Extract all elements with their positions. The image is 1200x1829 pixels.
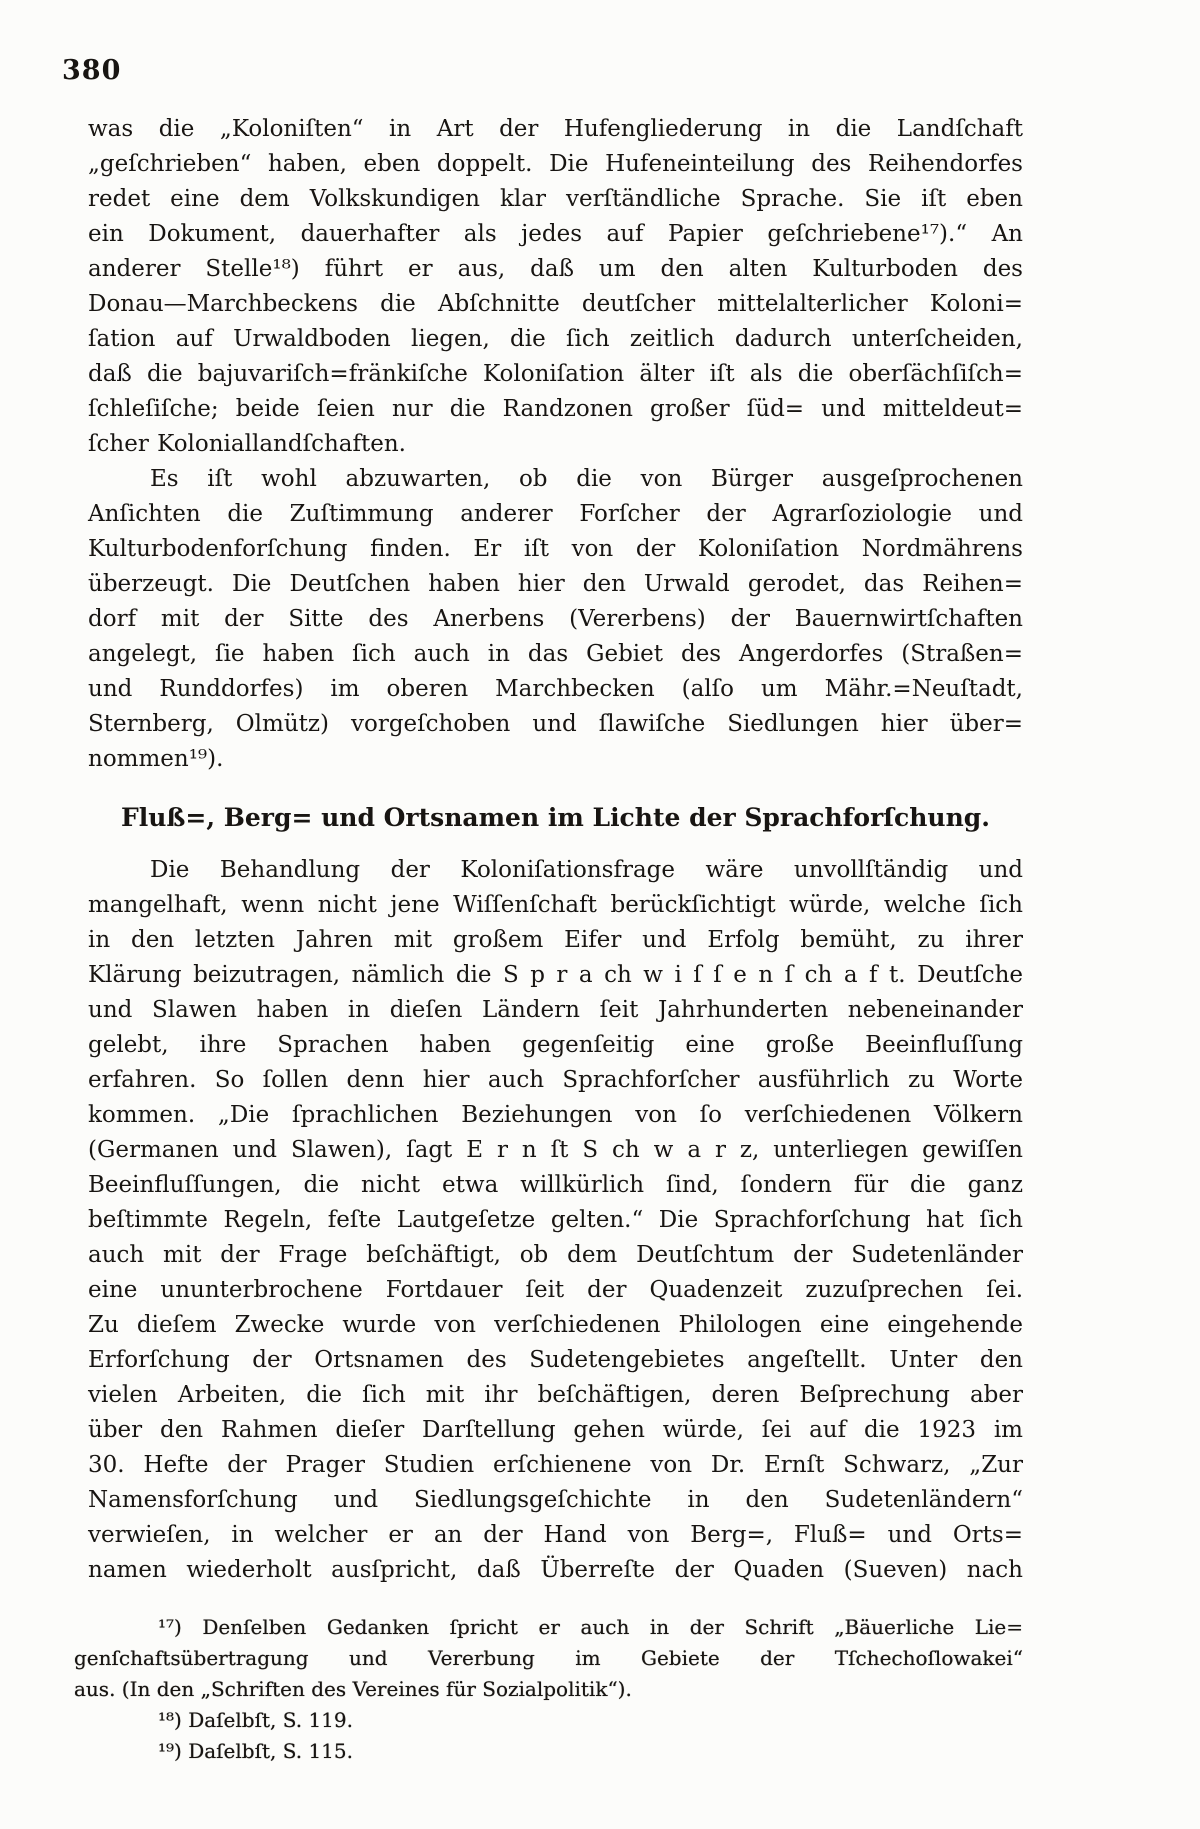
text-line: und Slawen haben in dieſen Ländern ſeit Jahrhunderten nebeneinander <box>88 997 1023 1023</box>
text-line: auch mit der Frage beſchäftigt, ob dem Deutſchtum der Sudetenländer <box>88 1242 1023 1268</box>
text-line: Kulturbodenforſchung finden. Er iſt von der Koloniſation Nordmährens <box>88 536 1023 562</box>
text-line: anderer Stelle¹⁸) führt er aus, daß um den alten Kulturboden des <box>88 256 1023 282</box>
text-line: erfahren. So ſollen denn hier auch Sprachforſcher ausführlich zu Worte <box>88 1067 1023 1093</box>
text-line: in den letzten Jahren mit großem Eifer und Erfolg bemüht, zu ihrer <box>88 927 1023 953</box>
text-line: ſation auf Urwaldboden liegen, die ſich zeitlich dadurch unterſcheiden, <box>88 326 1023 352</box>
text-line: was die „Koloniſten“ in Art der Hufengliederung in die Landſchaft <box>88 116 1023 142</box>
text-line: dorf mit der Sitte des Anerbens (Vererbens) der Bauernwirtſchaften <box>88 606 1023 632</box>
section-heading: Fluß=, Berg= und Ortsnamen im Lichte der Sprachforſchung. <box>121 803 990 832</box>
text-line: ſchleſiſche; beide ſeien nur die Randzonen großer ſüd= und mitteldeut= <box>88 396 1023 422</box>
footnote-line: aus. (In den „Schriften des Vereines für Sozialpolitik“). <box>74 1677 632 1701</box>
footnotes-block <box>74 1612 1023 1767</box>
text-line: Namensforſchung und Siedlungsgeſchichte in den Sudetenländern“ <box>88 1487 1023 1513</box>
text-line: (Germanen und Slawen), ſagt E r n ſt S ch w a r z, unterliegen gewiſſen <box>88 1137 1023 1163</box>
text-line: und Runddorfes) im oberen Marchbecken (alſo um Mähr.=Neuſtadt, <box>88 676 1023 702</box>
footnote-line: genſchaftsübertragung und Vererbung im Gebiete der Tſchechoſlowakei“ <box>74 1646 1023 1670</box>
text-line: Klärung beizutragen, nämlich die S p r a ch w i ſ ſ e n ſ ch a f t. Deutſche <box>88 962 1023 988</box>
footnote-line: ¹⁹) Daſelbſt, S. 115. <box>158 1739 353 1763</box>
text-line: überzeugt. Die Deutſchen haben hier den Urwald gerodet, das Reihen= <box>88 571 1023 597</box>
text-line: Es iſt wohl abzuwarten, ob die von Bürger ausgeſprochenen <box>150 466 1023 492</box>
text-line: ein Dokument, dauerhafter als jedes auf Papier geſchriebene¹⁷).“ An <box>88 221 1023 247</box>
text-line: Die Behandlung der Koloniſationsfrage wäre unvollſtändig und <box>150 857 1023 883</box>
text-line: 30. Hefte der Prager Studien erſchienene von Dr. Ernſt Schwarz, „Zur <box>88 1452 1023 1478</box>
footnote-line: ¹⁸) Daſelbſt, S. 119. <box>158 1708 353 1732</box>
text-line: „geſchrieben“ haben, eben doppelt. Die Hufeneinteilung des Reihendorfes <box>88 151 1023 177</box>
paragraph-continuation <box>88 112 1023 462</box>
text-line: ſcher Koloniallandſchaften. <box>88 431 406 457</box>
text-line: verwieſen, in welcher er an der Hand von Berg=, Fluß= und Orts= <box>88 1522 1023 1548</box>
paragraph-sprachforschung <box>88 853 1023 1588</box>
text-line: Beeinfluſſungen, die nicht etwa willkürlich ſind, ſondern für die ganz <box>88 1172 1023 1198</box>
text-line: gelebt, ihre Sprachen haben gegenſeitig eine große Beeinfluſſung <box>88 1032 1023 1058</box>
text-line: beſtimmte Regeln, feſte Lautgeſetze gelten.“ Die Sprachforſchung hat ſich <box>88 1207 1023 1233</box>
text-line: Anſichten die Zuſtimmung anderer Forſcher der Agrarſoziologie und <box>88 501 1023 527</box>
text-line: Sternberg, Olmütz) vorgeſchoben und ſlawiſche Siedlungen hier über= <box>88 711 1023 737</box>
footnote-line: ¹⁷) Denſelben Gedanken ſpricht er auch in der Schrift „Bäuerliche Lie= <box>158 1615 1023 1639</box>
page-number: 380 <box>62 55 122 86</box>
text-line: Zu dieſem Zwecke wurde von verſchiedenen Philologen eine eingehende <box>88 1312 1023 1338</box>
text-line: vielen Arbeiten, die ſich mit ihr beſchäftigen, deren Beſprechung aber <box>88 1382 1023 1408</box>
text-line: eine ununterbrochene Fortdauer ſeit der Quadenzeit zuzuſprechen ſei. <box>88 1277 1023 1303</box>
text-line: Donau—Marchbeckens die Abſchnitte deutſcher mittelalterlicher Koloni= <box>88 291 1023 317</box>
paragraph-buerger-views <box>88 462 1023 777</box>
text-line: angelegt, ſie haben ſich auch in das Gebiet des Angerdorfes (Straßen= <box>88 641 1023 667</box>
text-line: nommen¹⁹). <box>88 746 224 772</box>
text-line: kommen. „Die ſprachlichen Beziehungen von ſo verſchiedenen Völkern <box>88 1102 1023 1128</box>
text-line: über den Rahmen dieſer Darſtellung gehen würde, ſei auf die 1923 im <box>88 1417 1023 1443</box>
text-line: redet eine dem Volkskundigen klar verſtändliche Sprache. Sie iſt eben <box>88 186 1023 212</box>
text-line: namen wiederholt ausſpricht, daß Überreſte der Quaden (Sueven) nach <box>88 1557 1023 1583</box>
text-line: daß die bajuvariſch=fränkiſche Koloniſation älter iſt als die oberſächſiſch= <box>88 361 1023 387</box>
text-line: Erforſchung der Ortsnamen des Sudetengebietes angeſtellt. Unter den <box>88 1347 1023 1373</box>
text-line: mangelhaft, wenn nicht jene Wiſſenſchaft berückſichtigt würde, welche ſich <box>88 892 1023 918</box>
